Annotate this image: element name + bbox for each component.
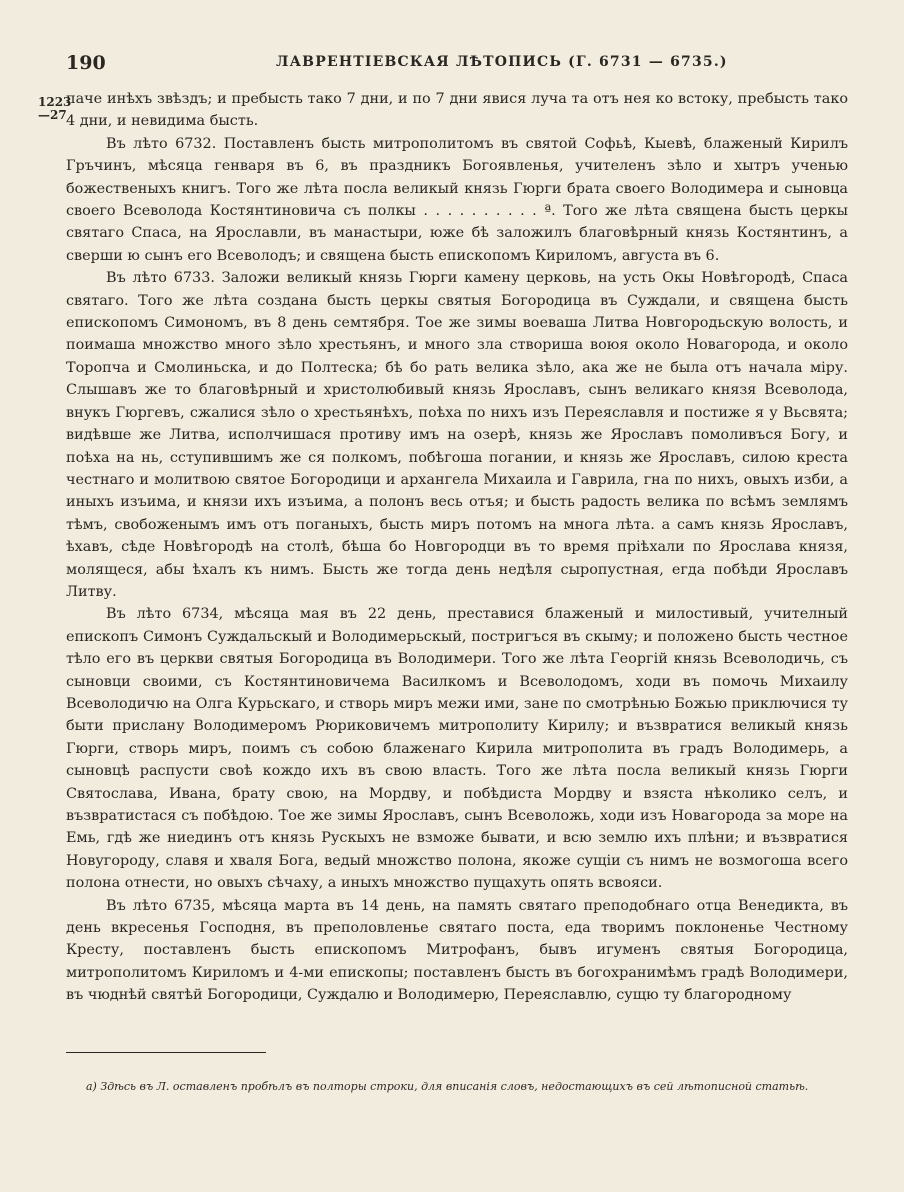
paragraph-year-6735: Въ лѣто 6735, мѣсяца марта въ 14 день, на память святаго преподобнаго отца Венедикта, въ день вкресенья Господня, въ преполовленье святаго поста, еда творимъ поклоненье Честному Кресту, поставленъ бысть епископомъ Митрофанъ, бывъ игуменъ святыя Богородица, митрополитомъ Кириломъ и 4-ми епископы; поставленъ бысть въ богохранимѣмъ градѣ Володимери, въ чюднѣй святѣй Богородици, Суждалю и Володимерю, Переяславлю, сущю ту благородному [66,897,848,1004]
paragraph-continuation: паче инѣхъ звѣздъ; и пребысть тако 7 дни, и по 7 дни явися луча та отъ нея ко встоку, пребысть тако 4 дни, и невидима бысть. [66,91,848,130]
page-header [66,52,856,80]
paragraph-year-6732: Въ лѣто 6732. Поставленъ бысть митрополитомъ въ святой Софьѣ, Кыевѣ, блаженый Кирилъ Гръчинъ, мѣсяца генваря въ 6, въ праздникъ Богоявленья, учителенъ зѣло и хытръ ученью божественыхъ книгъ. Того же лѣта посла великый князь Гюрги брата своего Володимера и сыновца своего Всеволода Костянтиновича съ полкы . . . . . . . . . . ª. Того же лѣта священа бысть церкы святаго Спаса, на Ярославли, въ манастыри, юже бѣ заложилъ благовѣрный князь Костянтинъ, а сверши ю сынъ его Всеволодъ; и священа бысть епископомъ Кириломъ, августа въ 6. [66,135,848,264]
margin-year-note-sub: —27 [38,108,67,122]
chronicle-text [66,88,848,1007]
running-title: ЛАВРЕНТІЕВСКАЯ ЛѢТОПИСЬ (Г. 6731 — 6735.) [276,54,728,70]
footnote-divider [66,1052,266,1053]
paragraph-year-6733: Въ лѣто 6733. Заложи великый князь Гюрги камену церковь, на усть Окы Новѣгородѣ, Спаса святаго. Того же лѣта создана бысть церкы святыя Богородица въ Суждали, и священа бысть епископомъ Симономъ, въ 8 день семтября. Тое же зимы воеваша Литва Новгородьскую волость, и поимаша множство много зѣло хрестьянъ, и много зла створиша воюя около Новагорода, и около Торопча и Смолиньска, и до Полтеска; бѣ бо рать велика зѣло, ака же не была отъ начала міру. Слышавъ же то благовѣрный и христолюбивый князь Ярославъ, сынъ великаго князя Всеволода, внукъ Гюргевъ, сжалися зѣло о хрестьянѣхъ, поѣха по нихъ изъ Переяславля и постиже я у Вьсвята; видѣвше же Литва, исполчишася противу имъ на озерѣ, князь же Ярославъ помоливъся Богу, и поѣха на нь, сступившимъ же ся полкомъ, побѣгоша погании, и князь же Ярославъ, силою креста честнаго и молитвою святое Богородици и архангела Михаила и Гаврила, гна по нихъ, овыхъ изби, а иныхъ изъима, и князи ихъ изъима, а полонъ весь отъя; и бысть радость велика по всѣмъ землямъ тѣмъ, свобоженымъ имъ отъ поганыхъ, бысть миръ потомъ на многа лѣта. а самъ князь Ярославъ, ѣхавъ, сѣде Новѣгородѣ на столѣ, бѣша бо Новгородци въ то время пріѣхали по Ярослава князя, молящеся, абы ѣхалъ къ нимъ. Бысть же тогда день недѣля сыропустная, егда побѣди Ярославъ Литву. [66,270,848,600]
margin-year-note: 1223 [38,95,72,109]
footnote: а) Здѣсь въ Л. оставленъ пробѣлъ въ полторы строки, для вписанія словъ, недостающихъ въ сей лѣтописной статьѣ. [86,1080,809,1093]
paragraph-year-6734: Въ лѣто 6734, мѣсяца мая въ 22 день, преставися блаженый и милостивый, учителный епископъ Симонъ Суждальскый и Володимерьскый, постригъся въ скыму; и положено бысть честное тѣло его въ церкви святыя Богородица въ Володимери. Того же лѣта Георгій князь Всеволодичь, съ сыновци своими, съ Костянтиновичема Василкомъ и Всеволодомъ, ходи въ помочь Михаилу Всеволодичю на Олга Курьскаго, и створь миръ межи ими, зане по смотрѣнью Божью приключися ту быти прислану Володимеромъ Рюриковичемъ митрополиту Кирилу; и възвратися великый князь Гюрги, створь миръ, поимъ съ собою блаженаго Кирила митрополита въ градъ Володимерь, а сыновцѣ распусти своѣ кождо ихъ въ свою власть. Того же лѣта посла великый князь Гюрги Святослава, Ивана, брату свою, на Мордву, и побѣдиста Мордву и взяста нѣколико селъ, и възвратистася съ побѣдою. Тое же зимы Ярославъ, сынъ Всеволожь, ходи изъ Новагорода за море на Емь, гдѣ же ниединъ отъ князь Рускыхъ не взможе бывати, и всю землю ихъ плѣни; и възвратися Новугороду, славя и хваля Бога, ведый множство полона, якоже сущіи съ нимъ не возмогоша всего полона отнести, но овыхъ сѣчаху, а иныхъ множство пущахуть опять всвояси. [66,606,848,892]
page-number: 190 [66,52,106,74]
